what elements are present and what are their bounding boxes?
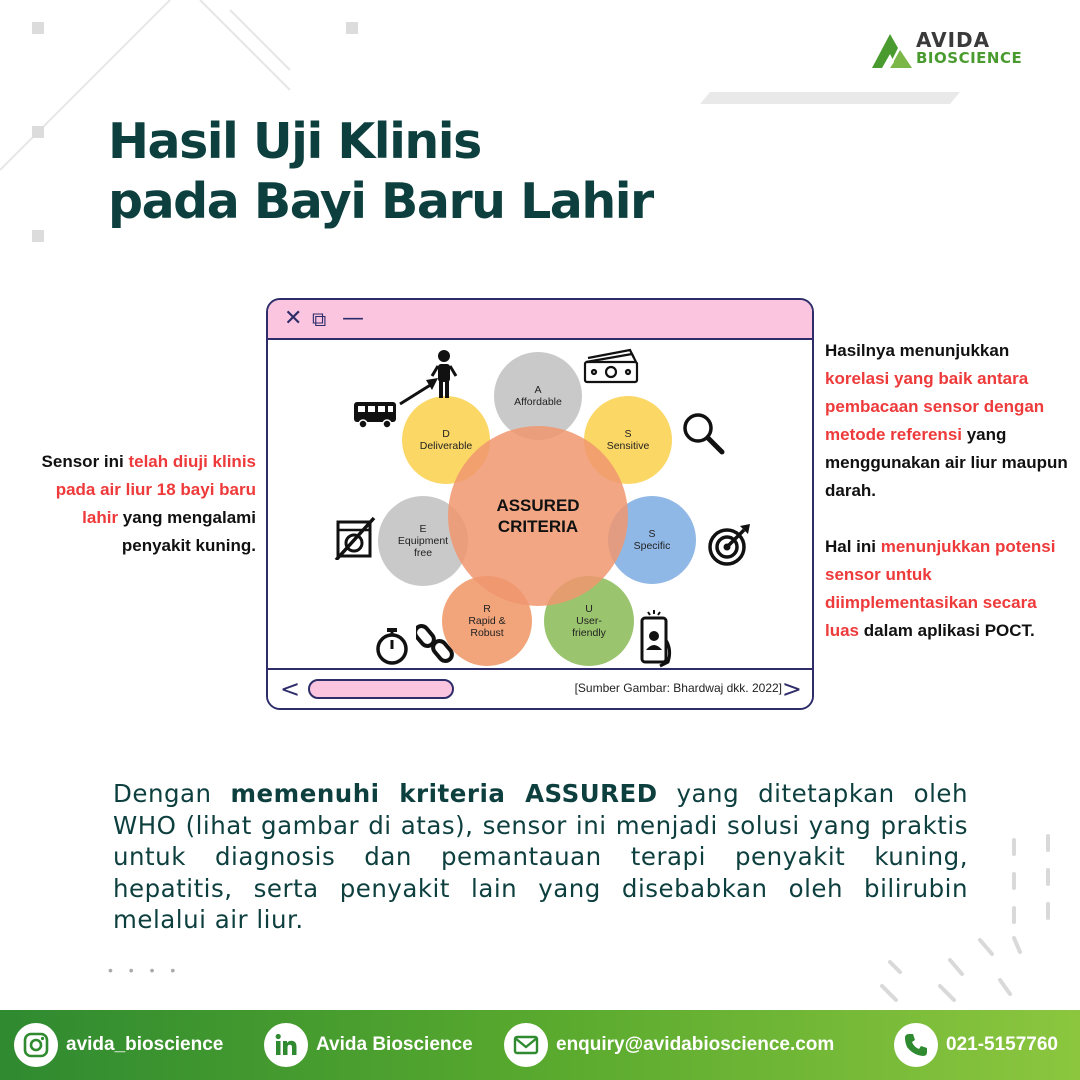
money-icon [582, 348, 642, 384]
logo-text-avida: AVIDA [916, 28, 991, 52]
right-text-end: dalam aplikasi POCT. [859, 621, 1035, 640]
minimize-icon[interactable]: — [342, 306, 364, 331]
criteria-label: Sensitive [606, 440, 650, 452]
criteria-label-2: friendly [572, 627, 606, 639]
criteria-label: User- [576, 615, 602, 627]
bus-icon [352, 400, 398, 430]
decorative-square [346, 22, 358, 34]
contact-footer [0, 1010, 1080, 1080]
logo-text-bioscience: BIOSCIENCE [916, 49, 1023, 67]
linkedin-link[interactable] [264, 1023, 473, 1067]
left-description [30, 448, 256, 560]
decorative-square [32, 22, 44, 34]
left-text-highlight: telah diuji klinis pada air liur 18 bayi baru lahir [55, 452, 256, 527]
center-label-line-2: CRITERIA [497, 517, 579, 536]
target-icon [706, 522, 752, 568]
avida-logo-mark-icon [868, 30, 914, 70]
assured-criteria-diagram [268, 340, 812, 670]
criteria-letter: E [419, 523, 427, 535]
summary-start: Dengan [113, 779, 231, 808]
no-equipment-icon [334, 516, 376, 560]
criteria-label-2: free [413, 547, 433, 559]
phone-number: 021-5157760 [946, 1034, 1058, 1055]
title-line-2: pada Bayi Baru Lahir [108, 173, 653, 230]
criteria-letter: D [442, 428, 450, 440]
criteria-label: Deliverable [419, 440, 473, 452]
email-link[interactable] [504, 1023, 834, 1067]
criteria-letter: S [624, 428, 632, 440]
image-source-caption: [Sumber Gambar: Bhardwaj dkk. 2022] [574, 681, 782, 695]
restore-icon[interactable]: ⧉ [312, 307, 327, 331]
right-text-start: Hal ini [825, 537, 881, 556]
linkedin-name: Avida Bioscience [316, 1034, 473, 1055]
prev-arrow-icon[interactable]: < [280, 675, 301, 703]
instagram-handle: avida_bioscience [66, 1034, 224, 1055]
stopwatch-icon [374, 626, 410, 666]
window-title-bar [268, 300, 812, 340]
criteria-label-2: Robust [470, 627, 504, 639]
right-paragraph-1 [825, 337, 1075, 505]
criteria-letter: A [534, 384, 542, 396]
linkedin-icon [264, 1023, 308, 1067]
assured-criteria-center [448, 426, 628, 606]
phone-user-icon [638, 610, 674, 668]
criteria-label: Affordable [514, 396, 562, 408]
criteria-label: Rapid & [468, 615, 506, 627]
criteria-label: Equipment [397, 535, 449, 547]
avida-bioscience-logo [868, 28, 1058, 72]
close-icon[interactable]: ✕ [284, 306, 303, 331]
decorative-square [32, 126, 44, 138]
magnifier-icon [680, 410, 726, 456]
right-text-end: yang menggunakan air liur maupun darah. [825, 425, 1068, 500]
center-label-line-1: ASSURED [496, 496, 580, 515]
chain-link-icon [416, 622, 456, 666]
person-icon [396, 348, 468, 408]
decorative-square [32, 230, 44, 242]
email-icon [504, 1023, 548, 1067]
email-address: enquiry@avidabioscience.com [556, 1034, 835, 1055]
right-paragraph-2 [825, 533, 1075, 645]
right-text-highlight: korelasi yang baik antara pembacaan sensor dengan metode referensi [825, 369, 1045, 444]
instagram-icon [14, 1023, 58, 1067]
window-bottom-bar [268, 668, 812, 708]
horizontal-scrollbar[interactable] [308, 679, 454, 699]
left-text-start: Sensor ini [41, 452, 129, 471]
summary-bold: memenuhi kriteria ASSURED [230, 779, 658, 808]
page-title [108, 112, 653, 232]
browser-window-mockup [266, 298, 814, 710]
criteria-letter: U [585, 603, 593, 615]
summary-end: yang ditetapkan oleh WHO (lihat gambar di atas), sensor ini menjadi solusi yang praktis untuk diagnosis dan pemantauan terapi penyakit kuning, hepatitis, serta penyakit lain yang disebabkan oleh bilirubin melalui air liur. [113, 779, 968, 934]
decorative-dots: • • • • [108, 962, 182, 978]
right-text-highlight: menunjukkan potensi sensor untuk diimplementasikan secara luas [825, 537, 1056, 640]
summary-paragraph [113, 778, 968, 936]
left-text-end: yang mengalami penyakit kuning. [118, 508, 256, 555]
right-text-start: Hasilnya menunjukkan [825, 341, 1010, 360]
criteria-letter: S [648, 528, 656, 540]
phone-icon [894, 1023, 938, 1067]
next-arrow-icon[interactable]: > [781, 675, 802, 703]
title-line-1: Hasil Uji Klinis [108, 113, 481, 170]
decorative-stripe [700, 92, 970, 106]
criteria-letter: R [483, 603, 491, 615]
right-description [825, 337, 1075, 645]
instagram-link[interactable] [14, 1023, 223, 1067]
phone-link[interactable] [894, 1023, 1058, 1067]
criteria-label: Specific [633, 540, 671, 552]
